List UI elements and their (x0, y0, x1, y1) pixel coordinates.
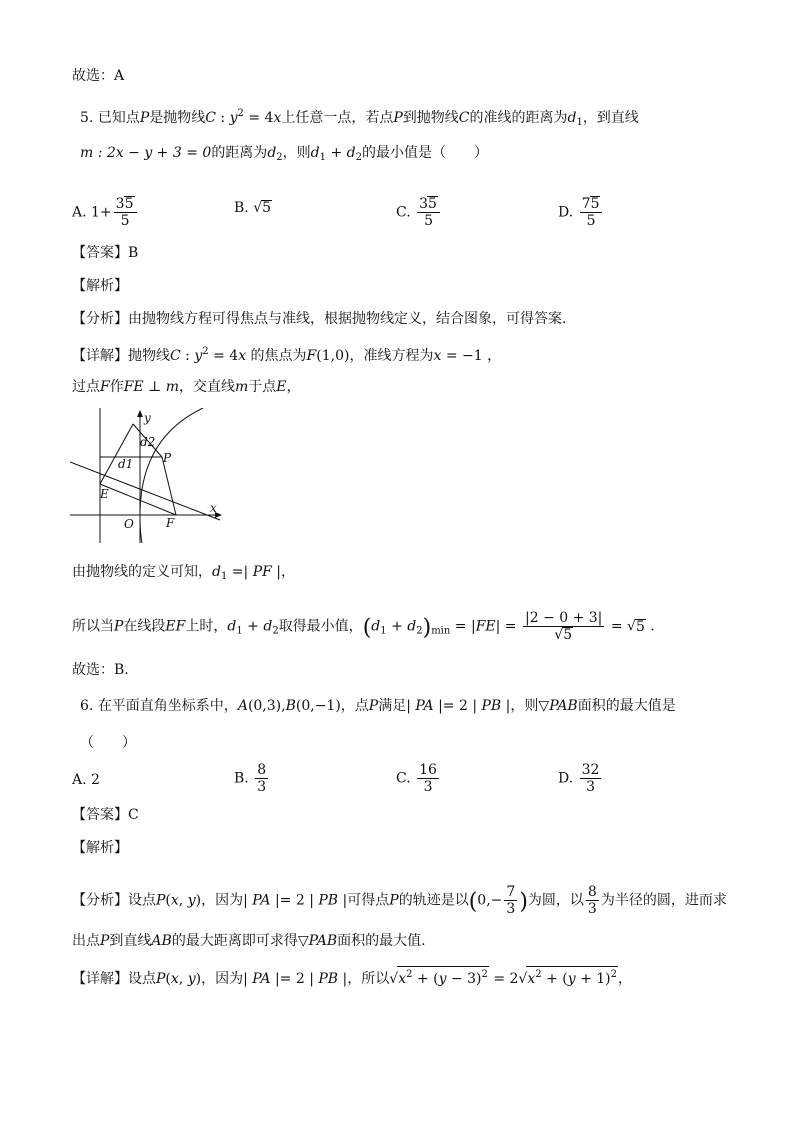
q5-option-d: D. $\frac{75}{5}$ (558, 196, 604, 229)
q6-fenxi-line1: 【分析】设点P(x, y)，因为| PA |= 2 | PB |可得点P的轨迹是以(0,− $\frac{7}{3}$ )为圆，以 $\frac{8}{3}$ 为半径的圆，进而求 (72, 884, 727, 917)
point-e-label: E (100, 487, 109, 501)
q6-option-b: B. $\frac{8}{3}$ (234, 762, 267, 795)
point-p-label: P (163, 451, 172, 465)
focus-label: F (166, 516, 175, 530)
q5-definition: 由抛物线的定义可知，$d_1$ =| PF |， (72, 564, 296, 582)
origin-label: O (124, 517, 134, 531)
q6-option-a: A. 2 (72, 772, 100, 788)
q5-xiangjie-line2: 过点F作FE ⊥ m，交直线m于点E， (72, 379, 301, 395)
d1-label: d1 (118, 457, 134, 471)
x-axis-label: x (210, 501, 217, 515)
q6-paren: （ ） (80, 735, 136, 751)
q5-minimum: 所以当P在线段EF上时，$d_1 + d_2$取得最小值，$(d_1 + d_2)_{min} = |FE|$ = $\frac{|2 - 0 + 3|}{√5}$ = √5 . (72, 610, 655, 643)
previous-answer: 故选：A (72, 68, 125, 84)
q6-analysis-heading: 【解析】 (72, 840, 128, 856)
q5-stem-line2: m : 2x − y + 3 = 0的距离为$d_2$，则$d_1 + d_2$的最小值是（ ） (80, 145, 488, 163)
d2-label: d2 (140, 435, 156, 449)
q5-stem-line1: 5. 已知点P是抛物线C : $y^2 = 4x$上任意一点，若点P到抛物线C的准线的距离为$d_1$，到直线 (80, 108, 639, 128)
q5-fenxi: 【分析】由抛物线方程可得焦点与准线，根据抛物线定义，结合图象，可得答案. (72, 311, 567, 327)
y-axis-label: y (144, 411, 151, 425)
q5-option-a: A. 1+ $\frac{35}{5}$ (72, 196, 139, 229)
q6-stem: 6. 在平面直角坐标系中，A(0,3),B(0,−1)，点P满足| PA |= 2 | PB |，则▽PAB面积的最大值是 (80, 698, 676, 714)
q5-xiangjie-line1: 【详解】抛物线C : $y^2 = 4x$ 的焦点为F(1,0)，准线方程为x = −1 ， (72, 346, 502, 364)
q5-analysis-heading: 【解析】 (72, 278, 128, 294)
q6-xiangjie: 【详解】设点P(x, y)，因为| PA |= 2 | PB |，所以$√x^2 + (y - 3)^2 = 2√x^2 + (y + 1)^2$， (72, 966, 632, 989)
q5-answer: 【答案】B (72, 245, 139, 261)
q5-final-choice: 故选：B. (72, 662, 129, 678)
q6-option-d: D. $\frac{32}{3}$ (558, 762, 600, 795)
q6-option-c: C. $\frac{16}{3}$ (396, 762, 437, 795)
q5-option-c: C. $\frac{35}{5}$ (396, 196, 442, 229)
q5-option-b: B. √5 (234, 200, 272, 216)
q6-answer: 【答案】C (72, 807, 139, 823)
q6-fenxi-line2: 出点P到直线AB的最大距离即可求得▽PAB面积的最大值. (72, 933, 426, 949)
parabola-figure (70, 408, 230, 548)
